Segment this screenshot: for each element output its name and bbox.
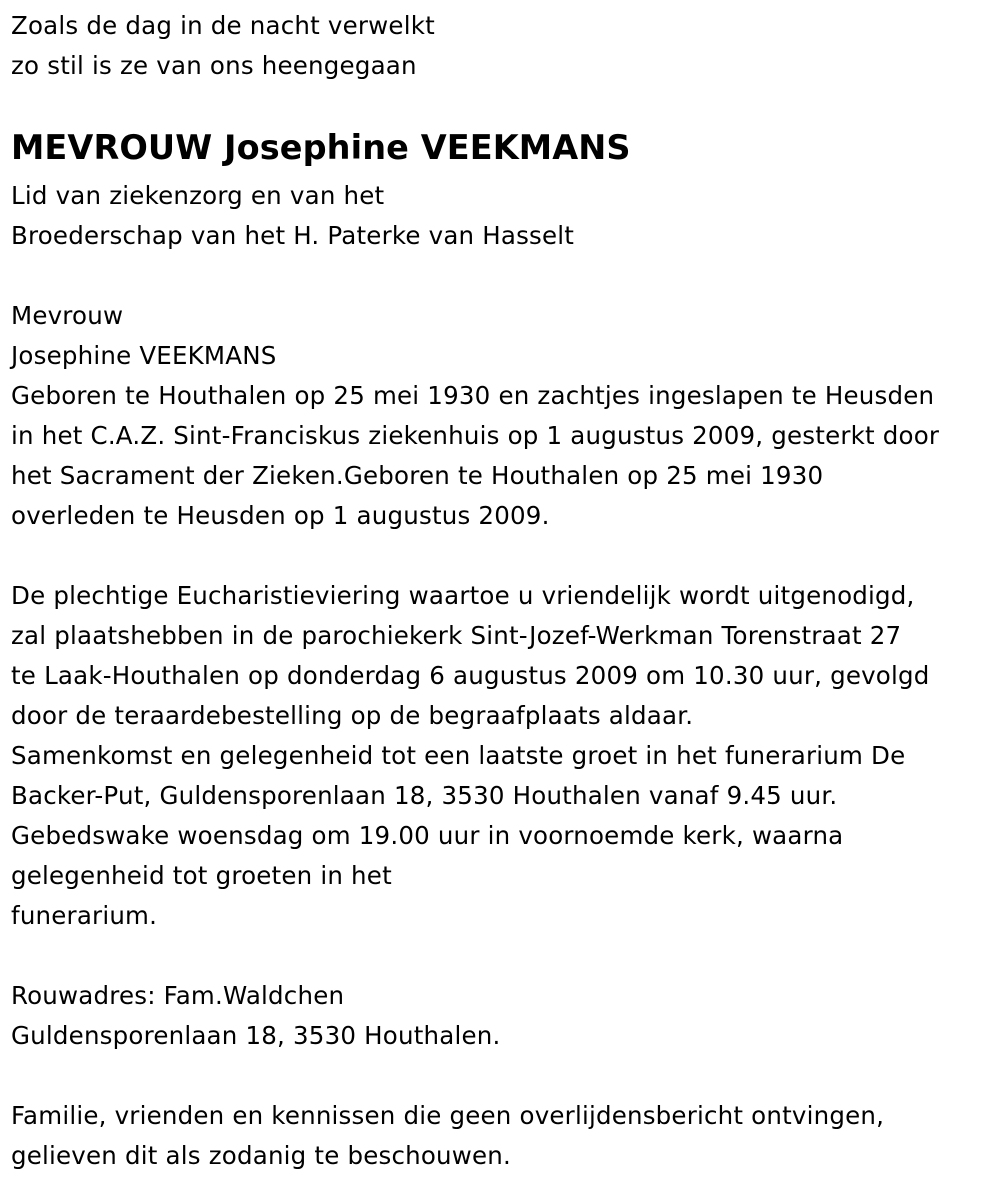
closing-line: gelieven dit als zodanig te beschouwen. bbox=[11, 1141, 512, 1170]
poem-line: zo stil is ze van ons heengegaan bbox=[11, 51, 417, 80]
poem-line: Zoals de dag in de nacht verwelkt bbox=[11, 11, 435, 40]
ceremony-line: door de teraardebestelling op de begraafplaats aldaar. bbox=[11, 701, 694, 730]
birth-death-section bbox=[11, 296, 996, 536]
ceremony-line: gelegenheid tot groeten in het bbox=[11, 861, 392, 890]
address-line: Guldensporenlaan 18, 3530 Houthalen. bbox=[11, 1021, 501, 1050]
membership-section bbox=[11, 176, 996, 256]
obituary-document bbox=[11, 6, 996, 1176]
ceremony-section bbox=[11, 576, 996, 936]
deceased-name-title: MEVROUW Josephine VEEKMANS bbox=[11, 128, 631, 167]
membership-line: Broederschap van het H. Paterke van Hasselt bbox=[11, 221, 575, 250]
birth-death-line: overleden te Heusden op 1 augustus 2009. bbox=[11, 501, 550, 530]
ceremony-line: Gebedswake woensdag om 19.00 uur in voornoemde kerk, waarna bbox=[11, 821, 844, 850]
closing-section bbox=[11, 1096, 996, 1176]
spacer bbox=[11, 936, 996, 976]
birth-death-line: Geboren te Houthalen op 25 mei 1930 en zachtjes ingeslapen te Heusden bbox=[11, 381, 935, 410]
ceremony-line: zal plaatshebben in de parochiekerk Sint-Jozef-Werkman Torenstraat 27 bbox=[11, 621, 902, 650]
address-section bbox=[11, 976, 996, 1056]
membership-line: Lid van ziekenzorg en van het bbox=[11, 181, 385, 210]
poem-section bbox=[11, 6, 996, 86]
ceremony-line: te Laak-Houthalen op donderdag 6 augustus 2009 om 10.30 uur, gevolgd bbox=[11, 661, 930, 690]
birth-death-line: Mevrouw bbox=[11, 301, 124, 330]
closing-line: Familie, vrienden en kennissen die geen overlijdensbericht ontvingen, bbox=[11, 1101, 885, 1130]
spacer bbox=[11, 536, 996, 576]
birth-death-line: Josephine VEEKMANS bbox=[11, 341, 277, 370]
ceremony-line: funerarium. bbox=[11, 901, 158, 930]
spacer bbox=[11, 256, 996, 296]
address-line: Rouwadres: Fam.Waldchen bbox=[11, 981, 345, 1010]
birth-death-line: in het C.A.Z. Sint-Franciskus ziekenhuis op 1 augustus 2009, gesterkt door bbox=[11, 421, 940, 450]
ceremony-line: Backer-Put, Guldensporenlaan 18, 3530 Houthalen vanaf 9.45 uur. bbox=[11, 781, 838, 810]
birth-death-line: het Sacrament der Zieken.Geboren te Houthalen op 25 mei 1930 bbox=[11, 461, 824, 490]
spacer bbox=[11, 1056, 996, 1096]
ceremony-line: Samenkomst en gelegenheid tot een laatste groet in het funerarium De bbox=[11, 741, 906, 770]
ceremony-line: De plechtige Eucharistieviering waartoe u vriendelijk wordt uitgenodigd, bbox=[11, 581, 915, 610]
